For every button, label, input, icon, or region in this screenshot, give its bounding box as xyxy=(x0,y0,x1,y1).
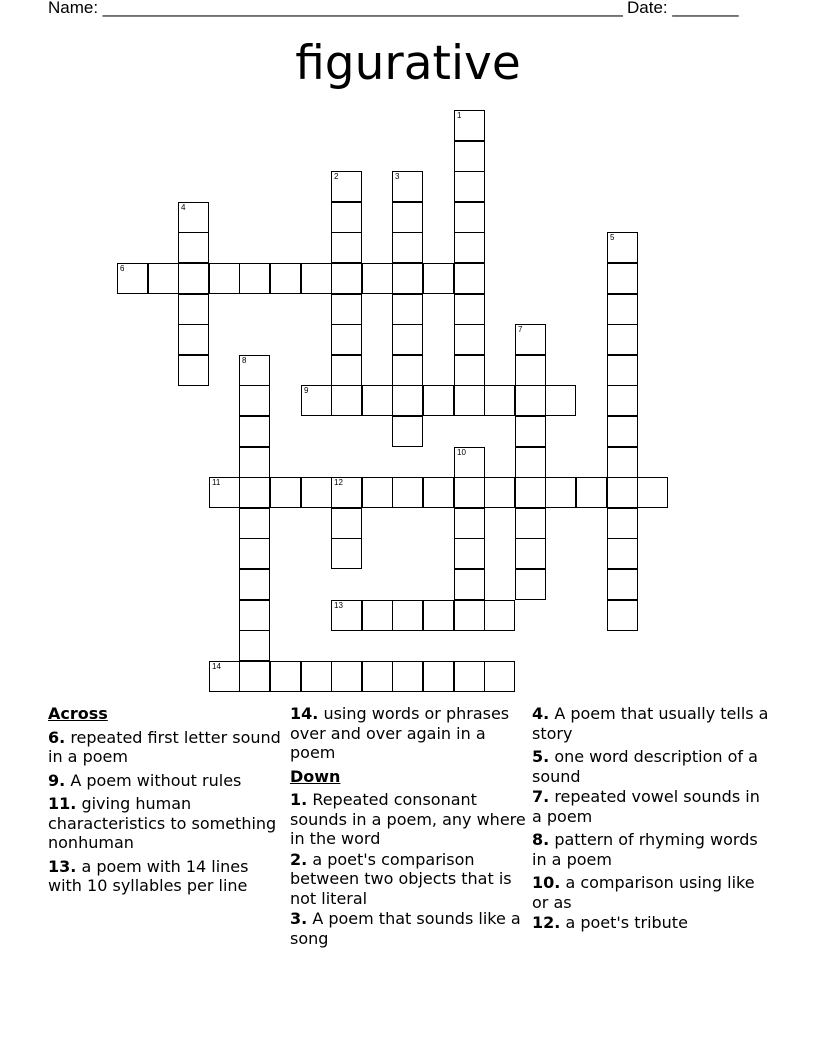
crossword-cell[interactable] xyxy=(607,263,638,294)
crossword-cell[interactable] xyxy=(392,661,423,692)
crossword-cell[interactable] xyxy=(239,477,270,508)
clue-column-2 xyxy=(290,703,526,948)
crossword-cell[interactable] xyxy=(454,385,485,416)
crossword-cell[interactable] xyxy=(454,263,485,294)
crossword-cell[interactable] xyxy=(607,324,638,355)
across-clue xyxy=(48,728,284,767)
crossword-cell[interactable] xyxy=(515,416,546,447)
crossword-cell[interactable] xyxy=(454,232,485,263)
crossword-cell[interactable] xyxy=(454,477,485,508)
crossword-cell[interactable] xyxy=(331,171,362,202)
across-clue xyxy=(48,857,284,896)
down-clue xyxy=(532,873,772,912)
crossword-cell[interactable] xyxy=(454,569,485,600)
crossword-cell[interactable] xyxy=(239,355,270,386)
across-clue xyxy=(290,704,526,763)
crossword-cell[interactable] xyxy=(607,569,638,600)
crossword-cell[interactable] xyxy=(331,508,362,539)
clue-column-3 xyxy=(532,703,772,933)
crossword-cell[interactable] xyxy=(454,355,485,386)
crossword-cell[interactable] xyxy=(454,171,485,202)
across-clue xyxy=(48,794,284,853)
crossword-cell[interactable] xyxy=(423,385,454,416)
crossword-cell[interactable] xyxy=(454,294,485,325)
down-clue xyxy=(290,790,526,849)
clue-number: 6. xyxy=(48,727,66,747)
crossword-cell[interactable] xyxy=(515,355,546,386)
cell-number: 6 xyxy=(120,264,125,273)
crossword-cell[interactable] xyxy=(209,661,240,692)
cell-number: 7 xyxy=(518,325,523,334)
crossword-cell[interactable] xyxy=(454,661,485,692)
crossword-cell[interactable] xyxy=(331,324,362,355)
crossword-cell[interactable] xyxy=(423,661,454,692)
crossword-cell[interactable] xyxy=(607,508,638,539)
crossword-cell[interactable] xyxy=(607,416,638,447)
crossword-cell[interactable] xyxy=(392,232,423,263)
clue-text: one word description of a sound xyxy=(532,747,758,786)
crossword-cell[interactable] xyxy=(239,569,270,600)
name-field-line: Name: _______________________________________________________ xyxy=(48,0,623,17)
across-heading: Across xyxy=(48,704,108,723)
crossword-cell[interactable] xyxy=(607,355,638,386)
crossword-cell[interactable] xyxy=(178,232,209,263)
crossword-cell[interactable] xyxy=(178,294,209,325)
page-title: figurative xyxy=(295,36,521,91)
crossword-cell[interactable] xyxy=(239,508,270,539)
crossword-cell[interactable] xyxy=(454,141,485,172)
clue-number: 14. xyxy=(290,704,319,723)
clue-number: 9. xyxy=(48,770,66,790)
crossword-cell[interactable] xyxy=(392,202,423,233)
crossword-cell[interactable] xyxy=(392,324,423,355)
clue-text: a comparison using like or as xyxy=(532,873,755,912)
crossword-cell[interactable] xyxy=(239,661,270,692)
crossword-cell[interactable] xyxy=(454,447,485,478)
crossword-cell[interactable] xyxy=(607,447,638,478)
clue-number: 5. xyxy=(532,747,550,766)
cell-number: 3 xyxy=(395,172,400,181)
down-clue xyxy=(290,850,526,909)
crossword-cell[interactable] xyxy=(301,477,332,508)
crossword-cell[interactable] xyxy=(392,294,423,325)
crossword-cell[interactable] xyxy=(454,538,485,569)
clue-text: Repeated consonant sounds in a poem, any where in the word xyxy=(290,790,526,848)
crossword-cell[interactable] xyxy=(515,477,546,508)
crossword-cell[interactable] xyxy=(607,600,638,631)
crossword-cell[interactable] xyxy=(362,661,393,692)
crossword-cell[interactable] xyxy=(270,263,301,294)
clue-text: a poem with 14 lines with 10 syllables per line xyxy=(48,856,249,895)
crossword-cell[interactable] xyxy=(423,263,454,294)
cell-number: 14 xyxy=(212,662,221,671)
crossword-cell[interactable] xyxy=(239,600,270,631)
crossword-cell[interactable] xyxy=(484,477,515,508)
clue-number: 4. xyxy=(532,704,550,723)
crossword-cell[interactable] xyxy=(270,661,301,692)
clue-number: 3. xyxy=(290,909,308,928)
down-heading: Down xyxy=(290,766,341,786)
crossword-cell[interactable] xyxy=(545,477,576,508)
date-field-line: Date: _______ xyxy=(627,0,739,17)
clue-number: 2. xyxy=(290,849,308,869)
crossword-cell[interactable] xyxy=(515,508,546,539)
cell-number: 9 xyxy=(304,386,309,395)
clue-number: 10. xyxy=(532,873,561,892)
crossword-cell[interactable] xyxy=(423,477,454,508)
down-clue xyxy=(532,913,772,933)
across-clue xyxy=(48,771,284,791)
crossword-cell[interactable] xyxy=(148,263,179,294)
crossword-cell[interactable] xyxy=(607,538,638,569)
cell-number: 4 xyxy=(181,203,186,212)
clue-number: 12. xyxy=(532,913,561,932)
crossword-cell[interactable] xyxy=(454,202,485,233)
crossword-cell[interactable] xyxy=(484,600,515,631)
cell-number: 8 xyxy=(242,356,247,365)
crossword-cell[interactable] xyxy=(515,447,546,478)
clue-number: 13. xyxy=(48,856,77,876)
cell-number: 11 xyxy=(212,478,221,487)
crossword-cell[interactable] xyxy=(392,385,423,416)
clue-text: giving human characteristics to something nonhuman xyxy=(48,794,277,852)
crossword-cell[interactable] xyxy=(362,477,393,508)
clue-text: A poem that sounds like a song xyxy=(290,909,521,948)
crossword-cell[interactable] xyxy=(576,477,607,508)
crossword-cell[interactable] xyxy=(117,263,148,294)
down-clue xyxy=(290,909,526,948)
clue-number: 7. xyxy=(532,787,550,806)
crossword-cell[interactable] xyxy=(239,416,270,447)
clue-number: 11. xyxy=(48,794,77,813)
crossword-cell[interactable] xyxy=(454,110,485,141)
cell-number: 12 xyxy=(334,478,343,487)
crossword-cell[interactable] xyxy=(239,630,270,661)
crossword-cell[interactable] xyxy=(607,385,638,416)
crossword-cell[interactable] xyxy=(454,508,485,539)
crossword-cell[interactable] xyxy=(270,477,301,508)
crossword-cell[interactable] xyxy=(209,263,240,294)
crossword-cell[interactable] xyxy=(484,661,515,692)
crossword-cell[interactable] xyxy=(178,202,209,233)
cell-number: 5 xyxy=(610,233,615,242)
crossword-cell[interactable] xyxy=(178,324,209,355)
crossword-cell[interactable] xyxy=(331,538,362,569)
clue-text: A poem without rules xyxy=(70,770,242,790)
cell-number: 1 xyxy=(457,111,462,120)
crossword-cell[interactable] xyxy=(454,600,485,631)
crossword-cell[interactable] xyxy=(331,355,362,386)
clue-text: A poem that usually tells a story xyxy=(532,704,769,743)
down-clue xyxy=(532,787,772,826)
crossword-cell[interactable] xyxy=(607,477,638,508)
crossword-cell[interactable] xyxy=(239,538,270,569)
crossword-cell[interactable] xyxy=(331,477,362,508)
cell-number: 2 xyxy=(334,172,339,181)
clue-text: using words or phrases over and over again in a poem xyxy=(290,704,510,762)
crossword-cell[interactable] xyxy=(331,232,362,263)
down-clue xyxy=(532,704,772,743)
crossword-cell[interactable] xyxy=(392,477,423,508)
clue-column-1 xyxy=(48,703,284,896)
crossword-cell[interactable] xyxy=(515,569,546,600)
crossword-cell[interactable] xyxy=(423,600,454,631)
crossword-cell[interactable] xyxy=(209,477,240,508)
down-clue xyxy=(532,830,772,869)
clue-number: 8. xyxy=(532,830,550,849)
crossword-cell[interactable] xyxy=(515,385,546,416)
crossword-cell[interactable] xyxy=(515,538,546,569)
crossword-cell[interactable] xyxy=(331,202,362,233)
crossword-cell[interactable] xyxy=(392,171,423,202)
crossword-cell[interactable] xyxy=(301,263,332,294)
crossword-cell[interactable] xyxy=(178,355,209,386)
crossword-cell[interactable] xyxy=(239,447,270,478)
crossword-cell[interactable] xyxy=(607,232,638,263)
crossword-cell[interactable] xyxy=(331,661,362,692)
cell-number: 10 xyxy=(457,448,466,457)
crossword-cell[interactable] xyxy=(301,661,332,692)
down-clue xyxy=(532,747,772,786)
crossword-cell[interactable] xyxy=(301,385,332,416)
crossword-cell[interactable] xyxy=(178,263,209,294)
clue-text: repeated first letter sound in a poem xyxy=(48,727,281,766)
clue-number: 1. xyxy=(290,790,308,809)
crossword-cell[interactable] xyxy=(392,600,423,631)
crossword-cell[interactable] xyxy=(484,385,515,416)
crossword-cell[interactable] xyxy=(454,324,485,355)
cell-number: 13 xyxy=(334,601,343,610)
crossword-cell[interactable] xyxy=(239,263,270,294)
crossword-cell[interactable] xyxy=(331,600,362,631)
crossword-cell[interactable] xyxy=(331,385,362,416)
crossword-cell[interactable] xyxy=(607,294,638,325)
crossword-cell[interactable] xyxy=(545,385,576,416)
clue-text: a poet's comparison between two objects that is not literal xyxy=(290,849,512,908)
crossword-cell[interactable] xyxy=(331,263,362,294)
crossword-cell[interactable] xyxy=(362,263,393,294)
clue-text: repeated vowel sounds in a poem xyxy=(532,787,760,826)
crossword-cell[interactable] xyxy=(392,263,423,294)
crossword-cell[interactable] xyxy=(637,477,668,508)
crossword-cell[interactable] xyxy=(362,600,393,631)
crossword-cell[interactable] xyxy=(392,416,423,447)
crossword-cell[interactable] xyxy=(362,385,393,416)
clue-text: a poet's tribute xyxy=(565,913,688,932)
crossword-cell[interactable] xyxy=(515,324,546,355)
crossword-cell[interactable] xyxy=(392,355,423,386)
crossword-cell[interactable] xyxy=(239,385,270,416)
clue-text: pattern of rhyming words in a poem xyxy=(532,830,758,869)
crossword-cell[interactable] xyxy=(331,294,362,325)
